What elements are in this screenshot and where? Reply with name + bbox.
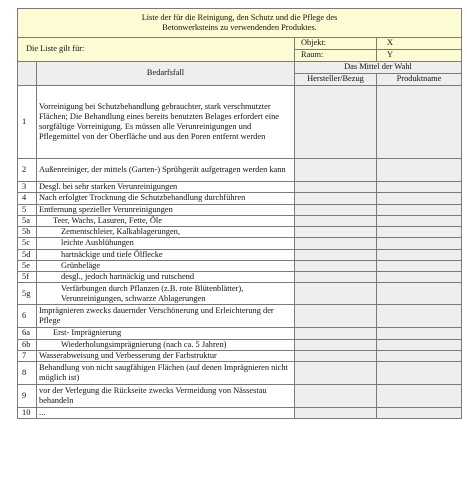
object-label: Objekt:	[295, 38, 377, 50]
row-description: Wiederholungsimprägnierung (nach ca. 5 Jahren)	[37, 339, 295, 350]
table-row	[18, 260, 462, 271]
manufacturer-cell[interactable]	[295, 159, 377, 182]
table-row	[18, 204, 462, 215]
product-list-table	[17, 8, 462, 419]
manufacturer-cell[interactable]	[295, 283, 377, 305]
object-value[interactable]: X	[377, 38, 462, 50]
row-number: 5	[18, 204, 37, 215]
product-cell[interactable]	[377, 204, 462, 215]
table-row	[18, 385, 462, 408]
row-description: desgl., jedoch hartnäckig und rutschend	[37, 272, 295, 283]
room-value[interactable]: Y	[377, 50, 462, 62]
row-number: 2	[18, 159, 37, 182]
table-row	[18, 328, 462, 339]
table-row	[18, 86, 462, 159]
manufacturer-cell[interactable]	[295, 182, 377, 193]
row-number: 1	[18, 86, 37, 159]
manufacturer-header: Hersteller/Bezug	[295, 74, 377, 86]
manufacturer-cell[interactable]	[295, 204, 377, 215]
row-description: Verfärbungen durch Pflanzen (z.B. rote Blütenblätter), Verunreinigungen, schwarze Ablagerungen	[37, 283, 295, 305]
product-cell[interactable]	[377, 283, 462, 305]
row-description: Grünbeläge	[37, 260, 295, 271]
row-description: Nach erfolgter Trocknung die Schutzbehandlung durchführen	[37, 193, 295, 204]
row-number: 5e	[18, 260, 37, 271]
product-cell[interactable]	[377, 159, 462, 182]
product-cell[interactable]	[377, 408, 462, 419]
table-row	[18, 408, 462, 419]
object-row	[18, 38, 462, 50]
manufacturer-cell[interactable]	[295, 339, 377, 350]
title-row	[18, 9, 462, 38]
table-row	[18, 305, 462, 328]
table-row	[18, 193, 462, 204]
header-row-1	[18, 62, 462, 74]
product-cell[interactable]	[377, 193, 462, 204]
manufacturer-cell[interactable]	[295, 215, 377, 226]
product-cell[interactable]	[377, 272, 462, 283]
row-description: Erst- Imprägnierung	[37, 328, 295, 339]
table-row	[18, 227, 462, 238]
row-description: Behandlung von nicht saugfähigen Flächen (auf denen Imprägnieren nicht möglich ist)	[37, 362, 295, 385]
row-number: 6	[18, 305, 37, 328]
row-number: 4	[18, 193, 37, 204]
row-description: Entfernung spezieller Verunreinigungen	[37, 204, 295, 215]
row-number: 9	[18, 385, 37, 408]
table-row	[18, 350, 462, 361]
row-description: Imprägnieren zwecks dauernder Verschönerung und Erleichterung der Pflege	[37, 305, 295, 328]
row-description: Zementschleier, Kalkablagerungen,	[37, 227, 295, 238]
row-description: ...	[37, 408, 295, 419]
product-cell[interactable]	[377, 260, 462, 271]
product-cell[interactable]	[377, 362, 462, 385]
product-header: Produktname	[377, 74, 462, 86]
manufacturer-cell[interactable]	[295, 249, 377, 260]
table-row	[18, 272, 462, 283]
num-header	[18, 62, 37, 86]
manufacturer-cell[interactable]	[295, 272, 377, 283]
product-cell[interactable]	[377, 215, 462, 226]
product-cell[interactable]	[377, 339, 462, 350]
manufacturer-cell[interactable]	[295, 86, 377, 159]
manufacturer-cell[interactable]	[295, 305, 377, 328]
row-number: 6a	[18, 328, 37, 339]
table-row	[18, 215, 462, 226]
product-cell[interactable]	[377, 238, 462, 249]
manufacturer-cell[interactable]	[295, 362, 377, 385]
manufacturer-cell[interactable]	[295, 260, 377, 271]
table-title	[18, 9, 462, 38]
row-description: Desgl. bei sehr starken Verunreinigungen	[37, 182, 295, 193]
row-number: 8	[18, 362, 37, 385]
row-number: 5f	[18, 272, 37, 283]
product-cell[interactable]	[377, 328, 462, 339]
row-number: 5c	[18, 238, 37, 249]
table-row	[18, 159, 462, 182]
row-description: Teer, Wachs, Lasuren, Fette, Öle	[37, 215, 295, 226]
row-number: 5a	[18, 215, 37, 226]
rows-body	[18, 86, 462, 419]
room-label: Raum:	[295, 50, 377, 62]
product-cell[interactable]	[377, 227, 462, 238]
product-cell[interactable]	[377, 385, 462, 408]
need-header: Bedarfsfall	[37, 62, 295, 86]
row-description: hartnäckige und tiefe Ölflecke	[37, 249, 295, 260]
row-description: vor der Verlegung die Rückseite zwecks Vermeidung von Nässestau behandeln	[37, 385, 295, 408]
manufacturer-cell[interactable]	[295, 385, 377, 408]
manufacturer-cell[interactable]	[295, 238, 377, 249]
row-number: 5d	[18, 249, 37, 260]
row-number: 7	[18, 350, 37, 361]
choice-header: Das Mittel der Wahl	[295, 62, 462, 74]
table-row	[18, 182, 462, 193]
product-cell[interactable]	[377, 350, 462, 361]
product-cell[interactable]	[377, 86, 462, 159]
manufacturer-cell[interactable]	[295, 193, 377, 204]
row-number: 3	[18, 182, 37, 193]
row-number: 10	[18, 408, 37, 419]
row-number: 5g	[18, 283, 37, 305]
table-row	[18, 362, 462, 385]
table-row	[18, 238, 462, 249]
manufacturer-cell[interactable]	[295, 328, 377, 339]
manufacturer-cell[interactable]	[295, 408, 377, 419]
manufacturer-cell[interactable]	[295, 227, 377, 238]
table-row	[18, 283, 462, 305]
manufacturer-cell[interactable]	[295, 350, 377, 361]
title-line-2: Betonwerksteins zu verwendenden Produktes.	[162, 23, 317, 32]
row-description: Vorreinigung bei Schutzbehandlung gebrauchter, stark verschmutzter Flächen; Die Behandlung eines bereits benutzten Belages erfordert eine sorgfältige Vorreinigung. Es müssen alle Verunreinigungen und Pflegemittel von der Oberfläche und aus den Poren entfernt werden	[37, 86, 295, 159]
title-line-1: Liste der für die Reinigung, den Schutz und die Pflege des	[141, 12, 338, 22]
row-number: 5b	[18, 227, 37, 238]
row-number: 6b	[18, 339, 37, 350]
product-cell[interactable]	[377, 305, 462, 328]
valid-for-label: Die Liste gilt für:	[18, 38, 295, 62]
product-cell[interactable]	[377, 249, 462, 260]
row-description: leichte Ausblühungen	[37, 238, 295, 249]
table-row	[18, 249, 462, 260]
row-description: Wasserabweisung und Verbesserung der Farbstruktur	[37, 350, 295, 361]
product-cell[interactable]	[377, 182, 462, 193]
row-description: Außenreiniger, der mittels (Garten-) Sprühgerät aufgetragen werden kann	[37, 159, 295, 182]
table-row	[18, 339, 462, 350]
